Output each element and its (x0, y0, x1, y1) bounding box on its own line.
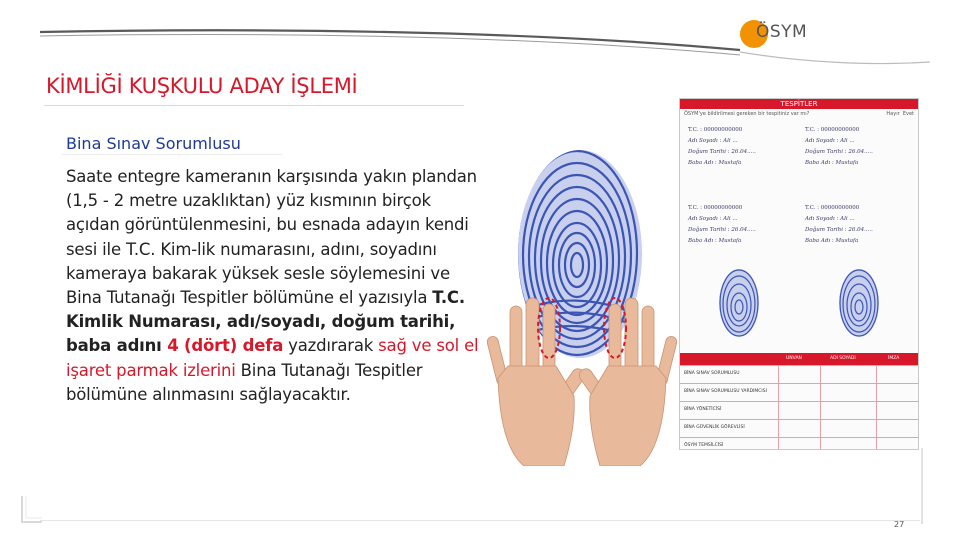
right-hand-icon (577, 298, 678, 466)
body-bold-1: T.C. Kimlik Numarası, adı/soyadı, doğum tarihi, baba adını (66, 288, 465, 356)
table-row: BİNA SINAV SORUMLUSU (680, 365, 918, 384)
body-red-text: sağ ve sol el işaret parmak izlerini (66, 336, 479, 380)
table-col-divider (778, 365, 779, 449)
section-subtitle: Bina Sınav Sorumlusu (66, 134, 241, 153)
body-part-3: Bina Tutanağı Tespitler bölümüne alınmasını sağlayacaktır. (66, 360, 423, 404)
table-row: BİNA GÜVENLİK GÖREVLİSİ (680, 419, 918, 438)
logo-text: ÖSYM (756, 22, 808, 42)
form-entry-4: T.C. : 00000000000 Adı Soyadı : Ali ... Doğum Tarihi : 26.04..... Baba Adı : Mustafa (805, 205, 873, 244)
table-row: BİNA YÖNETİCİSİ (680, 401, 918, 420)
hands-illustration (484, 296, 680, 466)
table-row: BİNA SINAV SORUMLUSU YARDIMCISI (680, 383, 918, 402)
table-col-divider (820, 365, 821, 449)
form-entry-1: T.C. : 00000000000 Adı Soyadı : Ali ... Doğum Tarihi : 26.04..... Baba Adı : Mustafa (688, 127, 756, 166)
form-entry-2: T.C. : 00000000000 Adı Soyadı : Ali ... Doğum Tarihi : 26.04..... Baba Adı : Mustafa (805, 127, 873, 166)
signature-table (680, 353, 918, 449)
subtitle-divider (62, 154, 282, 155)
table-col-divider (876, 365, 877, 449)
table-header-adi-soyadi: ADI SOYADI (830, 356, 856, 361)
body-part-2: yazdırarak (283, 336, 379, 356)
table-header-row (680, 353, 918, 365)
page-title: KİMLİĞİ KUŞKULU ADAY İŞLEMİ (46, 74, 358, 98)
bina-tutanagi-form (679, 98, 919, 450)
left-hand-icon (486, 298, 587, 466)
form-option-hayir: Hayır (886, 111, 900, 117)
body-part-1: Saate entegre kameranın karşısında yakın plandan (1,5 - 2 metre uzaklıktan) yüz kısmının birçok açıdan görüntülenmesini, bu esnada adayın kendi sesi ile T.C. Kim-lik numarasını, adını, soyadını kameraya bakarak yüksek sesle söylemesini ve Bina Tutanağı Tespitler bölümüne el yazısıyla (66, 167, 477, 308)
form-entry-3: T.C. : 00000000000 Adı Soyadı : Ali ... Doğum Tarihi : 26.04..... Baba Adı : Mustafa (688, 205, 756, 244)
page-number: 27 (894, 520, 905, 529)
table-header-imza: İMZA (888, 356, 900, 361)
osym-logo (738, 14, 818, 54)
title-divider (44, 105, 464, 106)
form-header: TESPİTLER (680, 99, 918, 109)
form-fingerprint-left-icon (716, 267, 762, 339)
corner-bracket-bottom-right (912, 446, 926, 526)
table-header-unvan: UNVAN (786, 356, 802, 361)
footer-divider (40, 520, 920, 521)
instruction-paragraph (66, 165, 486, 407)
form-fingerprint-right-icon (836, 267, 882, 339)
body-red-bold: 4 (dört) defa (167, 336, 284, 356)
form-question-text: ÖSYM'ye bildirilmesi gereken bir tespitiniz var mı? (684, 111, 810, 117)
form-question (680, 109, 918, 121)
form-option-evet: Evet (902, 111, 914, 117)
form-options (886, 111, 914, 117)
table-row: ÖSYM TEMSİLCİSİ (680, 437, 918, 450)
